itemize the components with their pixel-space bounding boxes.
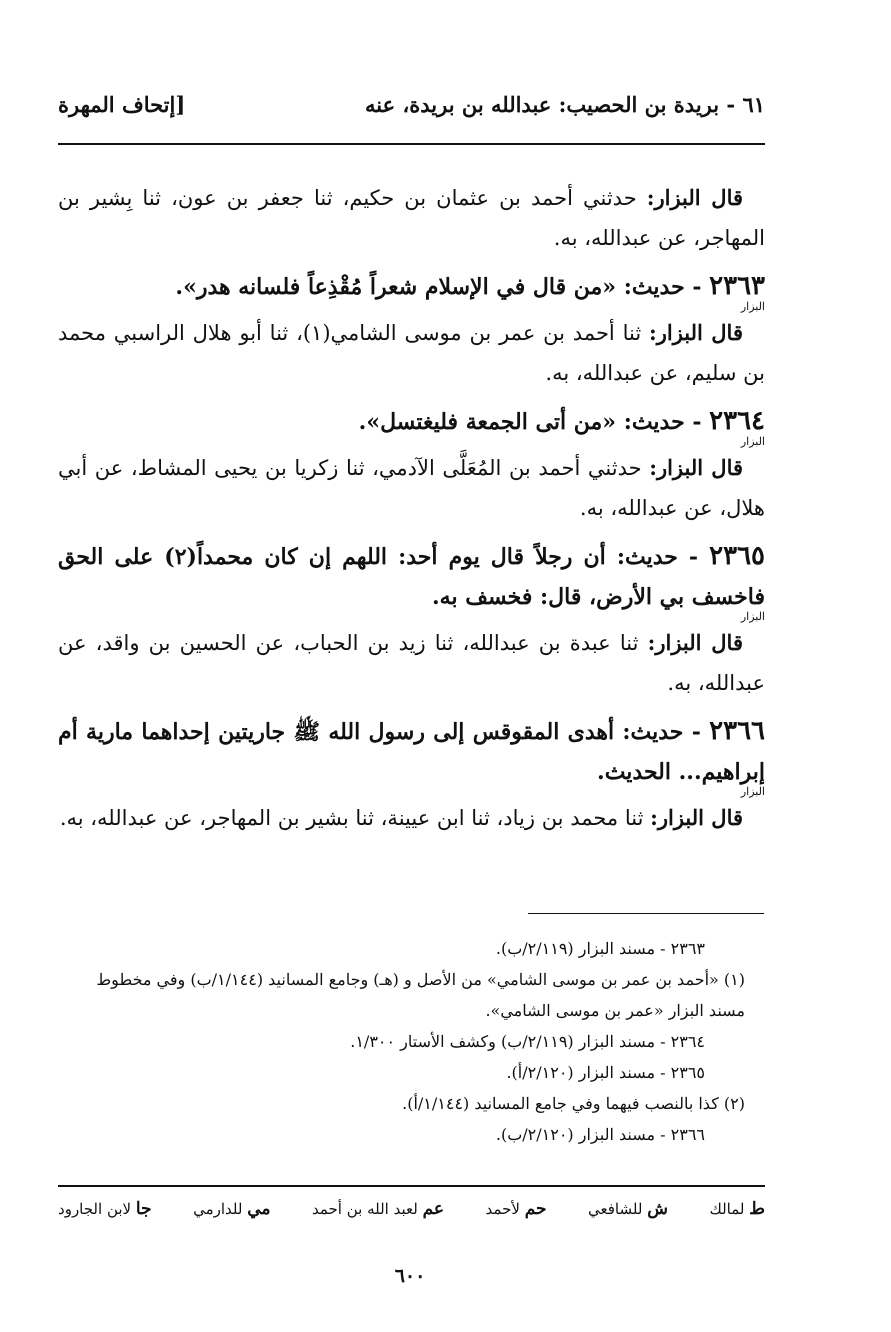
hadith-text: - حديث: أن رجلاً قال يوم أحد: اللهم إن كان محمداً(٢) على الحق فاخسف بي الأرض، قال: فخسف به. <box>58 544 765 610</box>
hadith-text: - حديث: «من أتى الجمعة فليغتسل». <box>358 409 710 435</box>
narrator-label: قال البزار: <box>646 185 744 210</box>
source-label: البزار <box>740 785 765 798</box>
abbreviation <box>312 1199 444 1229</box>
chapter-title: ٦١ - بريدة بن الحصيب: عبدالله بن بريدة، عنه <box>365 92 765 117</box>
abbreviation-code: ط <box>749 1199 765 1219</box>
hadith-2 <box>58 401 765 448</box>
narration-3 <box>58 623 765 703</box>
abbreviation-code: جا <box>135 1199 152 1219</box>
abbreviation-label: لمالك <box>709 1200 745 1218</box>
symbols-rule <box>58 1185 765 1187</box>
hadith-number: ٢٣٦٣ <box>709 271 765 301</box>
footnote: ٢٣٦٣ - مسند البزار (٢/١١٩/ب). <box>495 939 705 958</box>
narration-text: ثنا محمد بن زياد، ثنا ابن عيينة، ثنا بشير بن المهاجر، عن عبدالله، به. <box>59 806 651 830</box>
footnote: (٢) كذا بالنصب فيهما وفي جامع المسانيد (١/١٤٤/أ). <box>402 1094 745 1113</box>
narration-text: حدثني أحمد بن عثمان بن حكيم، ثنا جعفر بن عون، ثنا بِشير بن المهاجر، عن عبدالله، به. <box>58 186 765 250</box>
abbreviation <box>193 1199 270 1229</box>
abbreviation-key <box>58 1199 765 1229</box>
hadith-1 <box>58 266 765 313</box>
book-title: [إتحاف المهرة <box>58 92 186 117</box>
hadith-3 <box>58 536 765 623</box>
abbreviation-label: لأحمد <box>485 1200 520 1218</box>
running-header <box>58 92 765 132</box>
footnote: ٢٣٦٥ - مسند البزار (٢/١٢٠/أ). <box>506 1063 705 1082</box>
narration-text: ثنا أحمد بن عمر بن موسى الشامي(١)، ثنا أبو هلال الراسبي محمد بن سليم، عن عبدالله، به. <box>58 321 765 385</box>
footnote: ٢٣٦٦ - مسند البزار (٢/١٢٠/ب). <box>495 1125 705 1144</box>
narrator-label: قال البزار: <box>648 320 743 345</box>
narration-2 <box>58 448 765 528</box>
page-number: ٦٠٠ <box>394 1265 426 1287</box>
source-label: البزار <box>740 300 765 313</box>
abbreviation-label: للشافعي <box>588 1200 643 1218</box>
abbreviation-label: للدارمي <box>193 1200 243 1218</box>
narration-1 <box>58 313 765 393</box>
hadith-number: ٢٣٦٦ <box>709 716 765 746</box>
footnotes <box>58 933 765 1150</box>
abbreviation-code: عم <box>422 1199 445 1219</box>
abbreviation <box>588 1199 668 1229</box>
hadith-number: ٢٣٦٥ <box>709 541 766 571</box>
footnote: ٢٣٦٤ - مسند البزار (٢/١١٩/ب) وكشف الأستار ١/٣٠٠. <box>350 1032 705 1051</box>
footnote: (١) «أحمد بن عمر بن موسى الشامي» من الأصل و (هـ) وجامع المسانيد (١/١٤٤/ب) وفي مخطوط مسند البزار «عمر بن موسى الشامي». <box>96 970 745 1020</box>
narration-0 <box>58 178 765 258</box>
abbreviation <box>709 1199 765 1229</box>
source-label: البزار <box>740 435 765 448</box>
narration-text: حدثني أحمد بن المُعَلَّى الآدمي، ثنا زكريا بن يحيى المشاط، عن أبي هلال، عن عبدالله، به. <box>58 456 765 520</box>
abbreviation-label: لابن الجارود <box>58 1200 132 1218</box>
main-text <box>58 178 765 846</box>
narration-4 <box>58 798 765 838</box>
abbreviation <box>486 1199 547 1229</box>
narrator-label: قال البزار: <box>647 630 743 655</box>
abbreviation-code: حم <box>524 1199 547 1219</box>
narration-text: ثنا عبدة بن عبدالله، ثنا زيد بن الحباب، عن الحسين بن واقد، عن عبدالله، به. <box>58 631 765 695</box>
narrator-label: قال البزار: <box>649 455 744 480</box>
hadith-text: - حديث: «من قال في الإسلام شعراً مُقْذِعاً فلسانه هدر». <box>175 274 710 300</box>
abbreviation-code: مي <box>247 1199 271 1219</box>
narrator-label: قال البزار: <box>650 805 743 830</box>
footnote-rule <box>528 913 764 914</box>
abbreviation-code: ش <box>647 1199 668 1219</box>
hadith-number: ٢٣٦٤ <box>709 406 765 436</box>
source-label: البزار <box>740 610 765 623</box>
abbreviation <box>58 1199 152 1229</box>
hadith-text: - حديث: أهدى المقوقس إلى رسول الله ﷺ جاريتين إحداهما مارية أم إبراهيم... الحديث. <box>58 719 765 785</box>
hadith-4 <box>58 711 765 798</box>
abbreviation-label: لعبد الله بن أحمد <box>311 1200 418 1218</box>
header-rule <box>58 143 765 145</box>
